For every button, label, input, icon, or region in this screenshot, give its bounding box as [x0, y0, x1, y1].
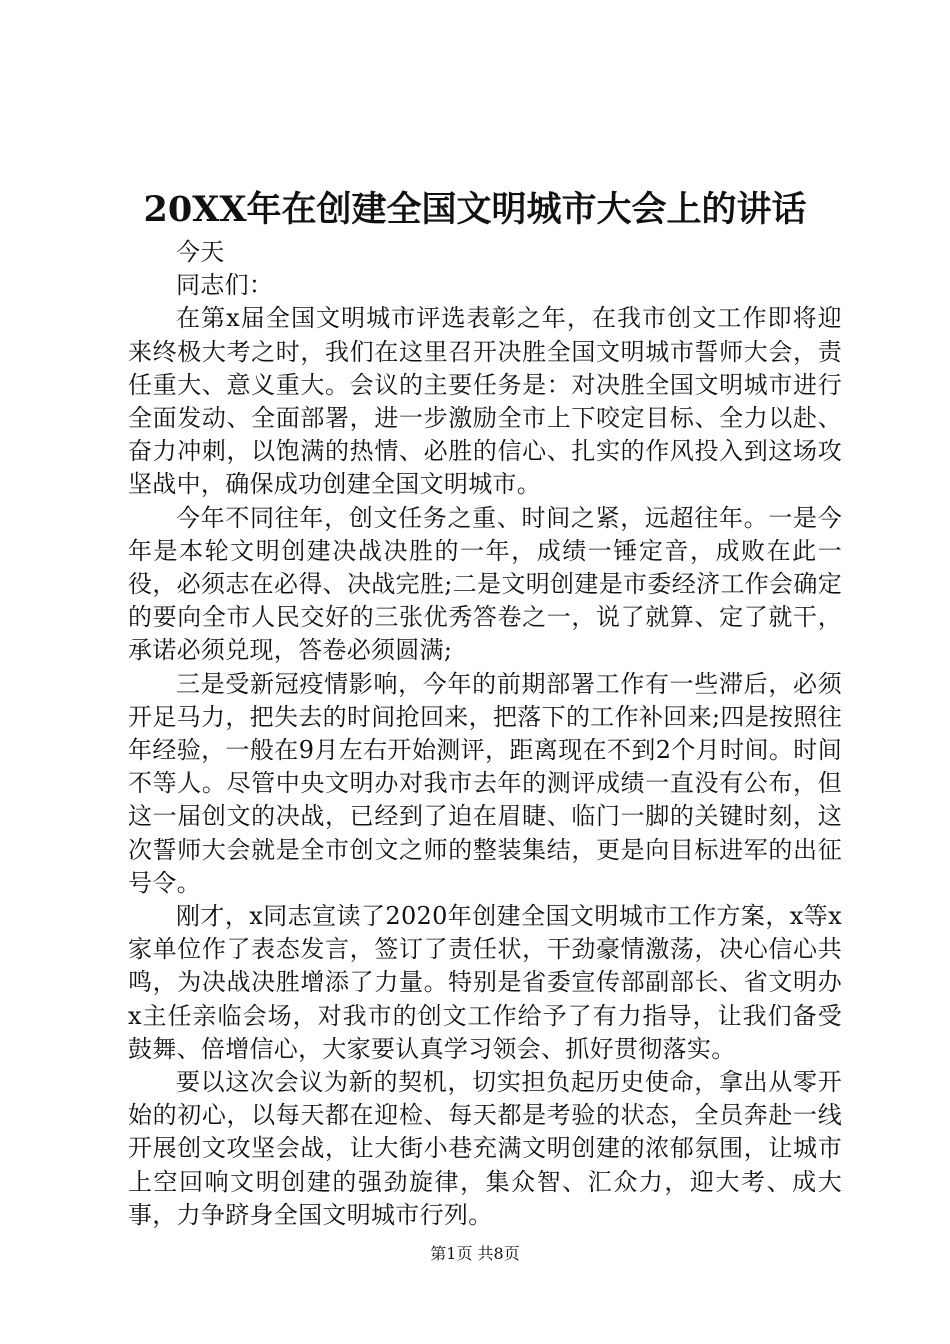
- paragraph-reasons: 三是受新冠疫情影响，今年的前期部署工作有一些滞后，必须开足马力，把失去的时间抢回来，把落下的工作补回来;四是按照往年经验，一般在9月左右开始测评，距离现在不到2个月时间。时间不等人。尽管中央文明办对我市去年的测评成绩一直没有公布，但这一届创文的决战，已经到了迫在眉睫、临门一脚的关键时刻，这次誓师大会就是全市创文之师的整装集结，更是向目标进军的出征号令。: [128, 669, 842, 897]
- page-number-footer: 第1页 共8页: [430, 1244, 520, 1263]
- paragraph-salutation: 同志们：: [176, 271, 274, 300]
- document-title: 20XX年在创建全国文明城市大会上的讲话: [143, 189, 807, 230]
- paragraph-meeting-review: 刚才，x同志宣读了2020年创建全国文明城市工作方案，x等x家单位作了表态发言，签订了责任状，干劲豪情激荡，决心信心共鸣，为决战决胜增添了力量。特别是省委宣传部副部长、省文明办x主任亲临会场，对我市的创文工作给予了有力指导，让我们备受鼓舞、倍增信心，大家要认真学习领会、抓好贯彻落实。: [128, 902, 842, 1063]
- paragraph-urgency: 今年不同往年，创文任务之重、时间之紧，远超往年。一是今年是本轮文明创建决战决胜的一年，成绩一锤定音，成败在此一役，必须志在必得、决战完胜;二是文明创建是市委经济工作会确定的要向全市人民交好的三张优秀答卷之一，说了就算、定了就干，承诺必须兑现，答卷必须圆满;: [128, 503, 842, 665]
- paragraph-date: 今天: [176, 238, 225, 266]
- paragraph-opening: 在第x届全国文明城市评选表彰之年，在我市创文工作即将迎来终极大考之时，我们在这里召开决胜全国文明城市誓师大会，责任重大、意义重大。会议的主要任务是：对决胜全国文明城市进行全面发动、全面部署，进一步激励全市上下咬定目标、全力以赴、奋力冲刺，以饱满的热情、必胜的信心、扎实的作风投入到这场攻坚战中，确保成功创建全国文明城市。: [128, 304, 842, 499]
- paragraph-call-to-action: 要以这次会议为新的契机，切实担负起历史使命，拿出从零开始的初心，以每天都在迎检、每天都是考验的状态，全员奔赴一线开展创文攻坚会战，让大街小巷充满文明创建的浓郁氛围，让城市上空回响文明创建的强劲旋律，集众智、汇众力，迎大考、成大事，力争跻身全国文明城市行列。: [128, 1068, 842, 1229]
- document-body: [128, 236, 842, 1232]
